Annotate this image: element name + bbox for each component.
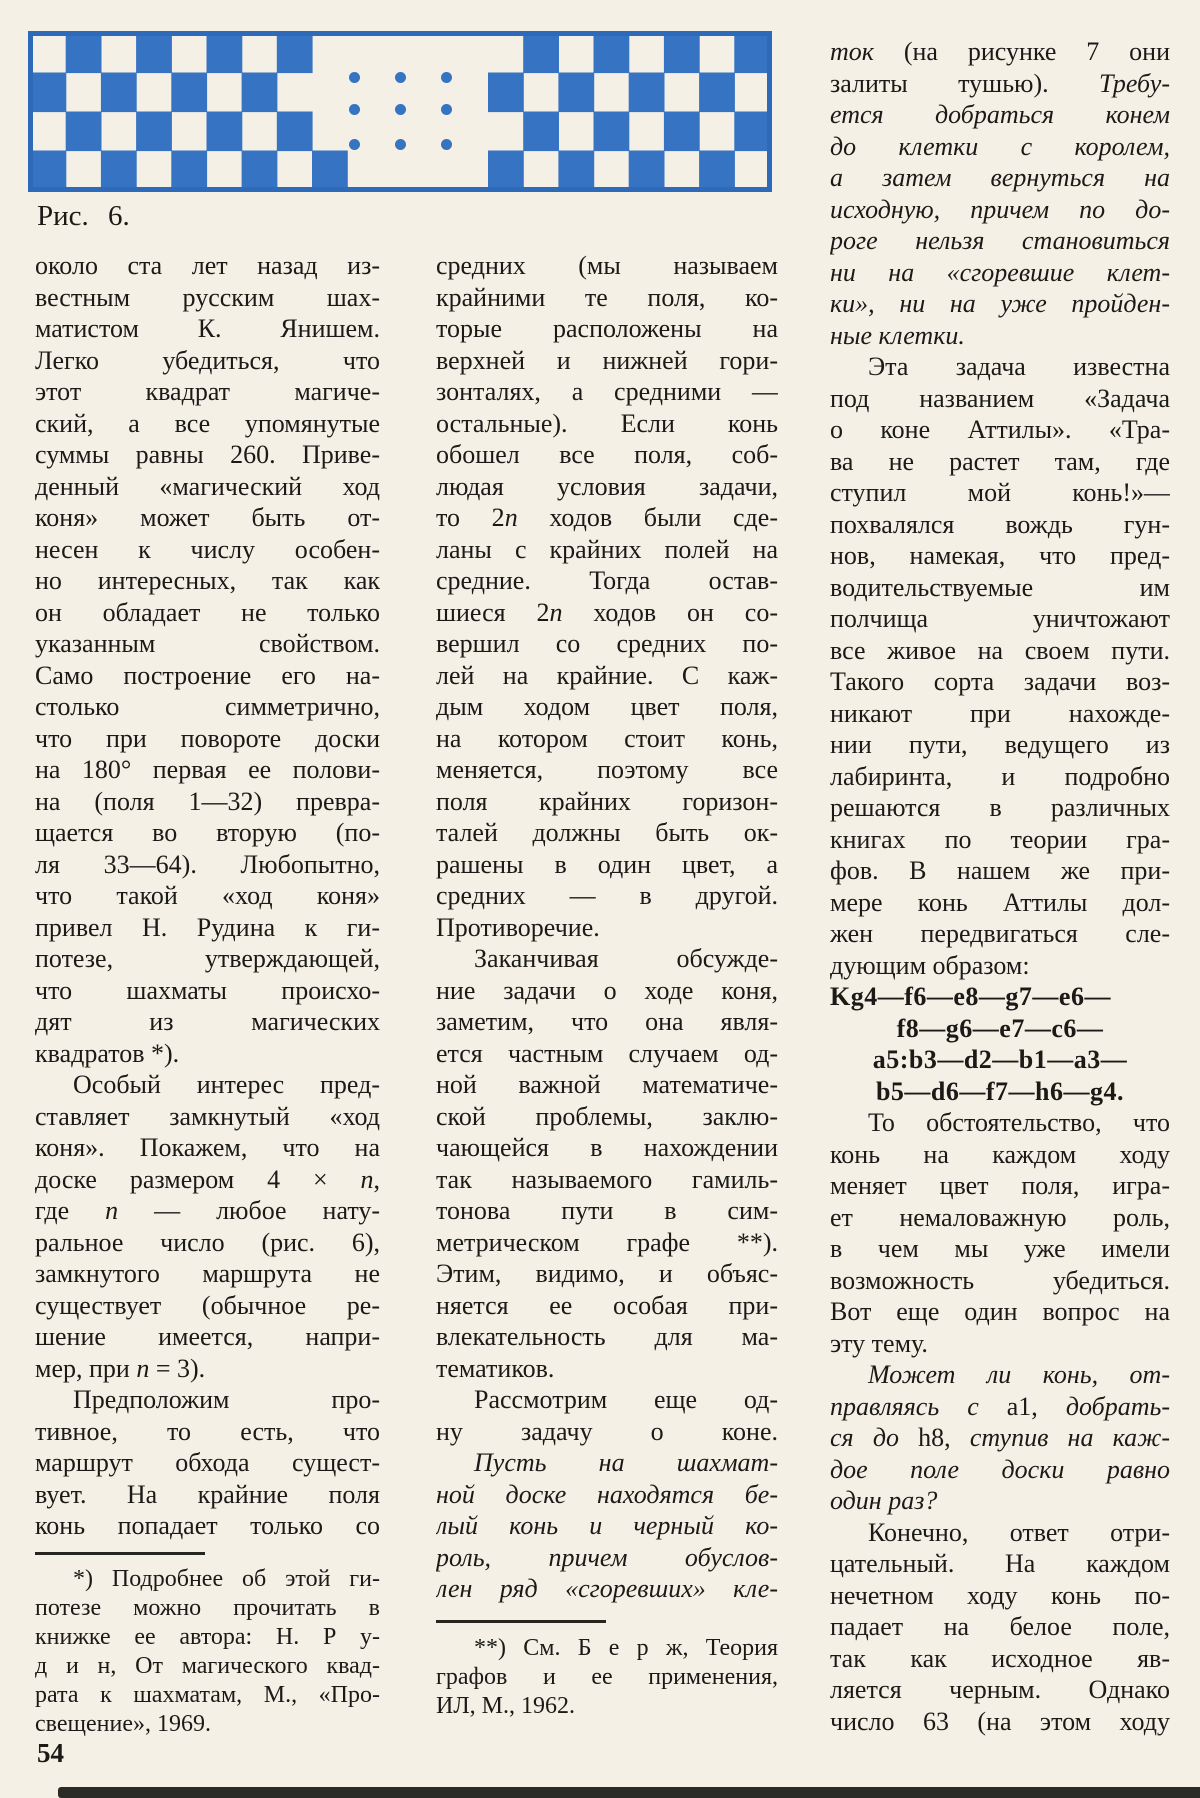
text-line: роль, причем обуслов- <box>436 1542 778 1572</box>
text-line: падает на белое поле, <box>830 1612 1170 1641</box>
text-line: лабиринта, и подробно <box>830 761 1170 791</box>
text-line: несен к числу особен- <box>35 534 380 564</box>
text-line: что при повороте доски <box>35 723 380 753</box>
text-line: лый конь и черный ко- <box>436 1511 778 1540</box>
chessboard-strip-figure <box>28 31 772 192</box>
text-line: средние. Тогда остав- <box>436 566 778 595</box>
text-line: коня». Покажем, что на <box>35 1133 380 1162</box>
chess-notation-line: Kg4—f6—e8—g7—e6— <box>830 982 1111 1011</box>
text-line: Особый интерес пред- <box>73 1070 380 1099</box>
text-line: шиеся 2n ходов он со- <box>436 597 778 627</box>
figure-6 <box>28 31 772 197</box>
text-line: жен передвигаться сле- <box>830 919 1170 948</box>
text-line: заметим, что она явля- <box>436 1007 778 1036</box>
text-line: решаются в различных <box>830 793 1170 822</box>
text-line: о коне Аттилы». «Тра- <box>830 415 1170 444</box>
text-line: конь попадает только со <box>35 1511 380 1540</box>
text-line: так как исходное яв- <box>830 1643 1170 1673</box>
text-line: д и н, От магического квад- <box>35 1653 380 1679</box>
text-line: конь на каждом ходу <box>830 1139 1170 1169</box>
text-line: исходную, причем по до- <box>830 194 1170 224</box>
text-line: залиты тушью). Требу- <box>830 68 1170 98</box>
text-line: нии пути, ведущего из <box>830 730 1170 759</box>
text-line: Может ли конь, от- <box>868 1360 1170 1389</box>
footnote-rule-1 <box>35 1552 205 1555</box>
text-line: эту тему. <box>830 1328 928 1358</box>
text-line: ИЛ, М., 1962. <box>436 1693 575 1719</box>
footnote-2 <box>436 1634 778 1721</box>
text-line: ется добраться конем <box>830 100 1170 129</box>
text-line: фов. В нашем же при- <box>830 856 1170 885</box>
text-line: вестным русским шах- <box>35 282 380 312</box>
text-line: в чем мы уже имели <box>830 1234 1170 1263</box>
page-number: 54 <box>37 1738 64 1768</box>
text-line: вершил со средних по- <box>436 629 778 658</box>
text-column-3 <box>830 36 1170 1737</box>
text-line: все живое на своем пути. <box>830 635 1170 665</box>
text-line: мер, при n = 3). <box>35 1353 206 1383</box>
text-line: тивное, то есть, что <box>35 1416 380 1446</box>
text-line: средних (мы называем <box>436 251 778 280</box>
text-line: возможность убедиться. <box>830 1265 1170 1295</box>
text-line: ва не растет там, где <box>830 446 1170 476</box>
text-line: квадратов *). <box>35 1038 180 1068</box>
text-line: ет немаловажную роль, <box>830 1202 1170 1232</box>
text-line: маршрут обхода сущест- <box>35 1448 380 1477</box>
chess-notation-line: a5:b3—d2—b1—a3— <box>872 1045 1128 1074</box>
text-line: ну задачу о коне. <box>436 1416 778 1446</box>
text-line: водительствуемые им <box>830 572 1170 602</box>
text-line: ся до h8, ступив на каж- <box>830 1423 1170 1452</box>
text-line: замкнутого маршрута не <box>35 1259 380 1288</box>
figure-caption: Рис. 6. <box>37 200 130 232</box>
text-line: полчища уничтожают <box>830 604 1170 633</box>
text-line: правляясь с a1, добрать- <box>830 1391 1170 1421</box>
text-column-1 <box>35 250 380 1542</box>
text-line: ется частным случаем од- <box>436 1038 778 1068</box>
text-line: Вот еще один вопрос на <box>830 1297 1170 1326</box>
text-line: ные клетки. <box>830 320 965 350</box>
text-line: на 180° первая ее полови- <box>35 755 380 784</box>
text-line: доске размером 4 × n, <box>35 1164 380 1194</box>
text-line: никают при нахожде- <box>830 698 1170 728</box>
text-line: под названием «Задача <box>830 383 1170 413</box>
text-line: ральное число (рис. 6), <box>35 1227 380 1257</box>
text-line: метрическом графе **). <box>436 1227 778 1257</box>
text-line: один раз? <box>830 1486 938 1515</box>
text-line: графов и ее применения, <box>436 1664 778 1690</box>
text-line: на (поля 1—32) превра- <box>35 786 380 816</box>
text-line: торые расположены на <box>436 314 778 343</box>
text-line: число 63 (на этом ходу <box>830 1706 1170 1736</box>
text-line: похвалялся вождь гун- <box>830 509 1170 539</box>
text-line: он обладает не только <box>35 597 380 627</box>
chess-notation-line: f8—g6—e7—c6— <box>896 1013 1104 1043</box>
text-line: остальные). Если конь <box>436 408 778 438</box>
text-line: ступил мой конь!»— <box>830 478 1170 507</box>
text-line: нечетном ходу конь по- <box>830 1580 1170 1610</box>
text-line: Заканчивая обсужде- <box>474 944 778 973</box>
text-line: ки», ни на уже пройден- <box>830 289 1170 318</box>
text-line: ток (на рисунке 7 они <box>830 37 1170 66</box>
text-line: Этим, видимо, и объяс- <box>436 1259 778 1288</box>
text-line: ской проблемы, заклю- <box>436 1101 778 1131</box>
text-line: средних — в другой. <box>436 881 778 910</box>
text-line: рата к шахматам, М., «Про- <box>35 1682 380 1708</box>
text-line: указанным свойством. <box>35 629 380 658</box>
text-line: книгах по теории гра- <box>830 824 1170 854</box>
text-line: То обстоятельство, что <box>868 1108 1170 1137</box>
text-line: то 2n ходов были сде- <box>436 503 778 532</box>
text-line: дое поле доски равно <box>830 1454 1170 1484</box>
text-line: няется ее особая при- <box>436 1290 778 1320</box>
text-line: что такой «ход коня» <box>35 881 380 910</box>
text-line: ной доске находятся бе- <box>436 1479 778 1509</box>
text-line: так называемого гамиль- <box>436 1164 778 1194</box>
text-line: вует. На крайние поля <box>35 1479 380 1509</box>
text-line: Пусть на шахмат- <box>474 1448 778 1477</box>
text-line: потезе можно прочитать в <box>35 1595 380 1621</box>
text-line: ной важной математиче- <box>436 1070 778 1099</box>
text-line: меняется, поэтому все <box>436 755 778 784</box>
text-line: Легко убедиться, что <box>35 345 380 375</box>
text-line: около ста лет назад из- <box>35 251 380 280</box>
text-line: существует (обычное ре- <box>35 1290 380 1320</box>
text-line: мере конь Аттилы дол- <box>830 887 1170 917</box>
footnote-1 <box>35 1565 380 1739</box>
text-line: книжке ее автора: Н. Р у- <box>35 1624 380 1650</box>
text-line: дующим образом: <box>830 950 1030 980</box>
text-line: до клетки с королем, <box>830 131 1170 161</box>
text-line: Такого сорта задачи воз- <box>830 667 1170 696</box>
text-line: зонталях, а средними — <box>436 377 778 406</box>
text-line: Противоречие. <box>436 912 600 942</box>
text-line: Само построение его на- <box>35 660 380 690</box>
text-line: чающейся в нахождении <box>436 1133 778 1162</box>
text-line: Рассмотрим еще од- <box>474 1385 778 1414</box>
text-line: потезе, утверждающей, <box>35 944 380 973</box>
text-line: Конечно, ответ отри- <box>868 1517 1170 1547</box>
text-line: ля 33—64). Любопытно, <box>35 849 380 879</box>
text-line: тонова пути в сим- <box>436 1196 778 1225</box>
text-line: крайними те поля, ко- <box>436 282 778 312</box>
text-line: нов, намекая, что пред- <box>830 541 1170 570</box>
text-line: привел Н. Рудина к ги- <box>35 912 380 942</box>
text-line: ставляет замкнутый «ход <box>35 1101 380 1131</box>
text-line: что шахматы происхо- <box>35 975 380 1005</box>
text-line: лей на крайние. С каж- <box>436 660 778 690</box>
text-line: матистом К. Янишем. <box>35 314 380 343</box>
text-line: дым ходом цвет поля, <box>436 692 778 721</box>
text-line: ние задачи о ходе коня, <box>436 975 778 1005</box>
text-line: этот квадрат магиче- <box>35 377 380 406</box>
text-line: денный «магический ход <box>35 471 380 501</box>
text-column-2 <box>436 250 778 1605</box>
text-line: роге нельзя становиться <box>830 226 1170 255</box>
text-line: на котором стоит конь, <box>436 723 778 753</box>
text-line: лен ряд «сгоревших» кле- <box>436 1574 778 1603</box>
text-line: талей должны быть ок- <box>436 818 778 847</box>
text-line: ни на «сгоревшие клет- <box>830 257 1170 287</box>
text-line: но интересных, так как <box>35 566 380 595</box>
text-line: поля крайних горизон- <box>436 786 778 816</box>
text-line: суммы равны 260. Приве- <box>35 440 380 469</box>
text-line: шение имеется, напри- <box>35 1322 380 1351</box>
text-line: ланы с крайних полей на <box>436 534 778 564</box>
scan-edge-bar <box>58 1787 1200 1798</box>
text-line: обошел все поля, соб- <box>436 440 778 469</box>
text-line: людая условия задачи, <box>436 471 778 501</box>
text-line: свещение», 1969. <box>35 1711 211 1737</box>
text-line: верхней и нижней гори- <box>436 345 778 375</box>
text-line: **) См. Б е р ж, Теория <box>474 1635 778 1661</box>
text-line: коня» может быть от- <box>35 503 380 532</box>
text-line: цательный. На каждом <box>830 1549 1170 1578</box>
text-line: ский, а все упомянутые <box>35 408 380 438</box>
text-line: дят из магических <box>35 1007 380 1036</box>
footnote-rule-2 <box>436 1620 606 1623</box>
text-line: *) Подробнее об этой ги- <box>73 1566 380 1592</box>
text-line: где n — любое нату- <box>35 1196 380 1225</box>
text-line: тематиков. <box>436 1353 555 1383</box>
text-line: меняет цвет поля, игра- <box>830 1171 1170 1200</box>
text-line: столько симметрично, <box>35 692 380 721</box>
text-line: рашены в один цвет, а <box>436 849 778 879</box>
text-line: Эта задача известна <box>868 352 1170 381</box>
text-line: а затем вернуться на <box>830 163 1170 192</box>
text-line: ляется черным. Однако <box>830 1675 1170 1704</box>
chess-notation-line: b5—d6—f7—h6—g4. <box>875 1076 1125 1106</box>
text-line: Предположим про- <box>73 1385 380 1414</box>
text-line: влекательность для ма- <box>436 1322 778 1351</box>
text-line: щается во вторую (по- <box>35 818 380 847</box>
